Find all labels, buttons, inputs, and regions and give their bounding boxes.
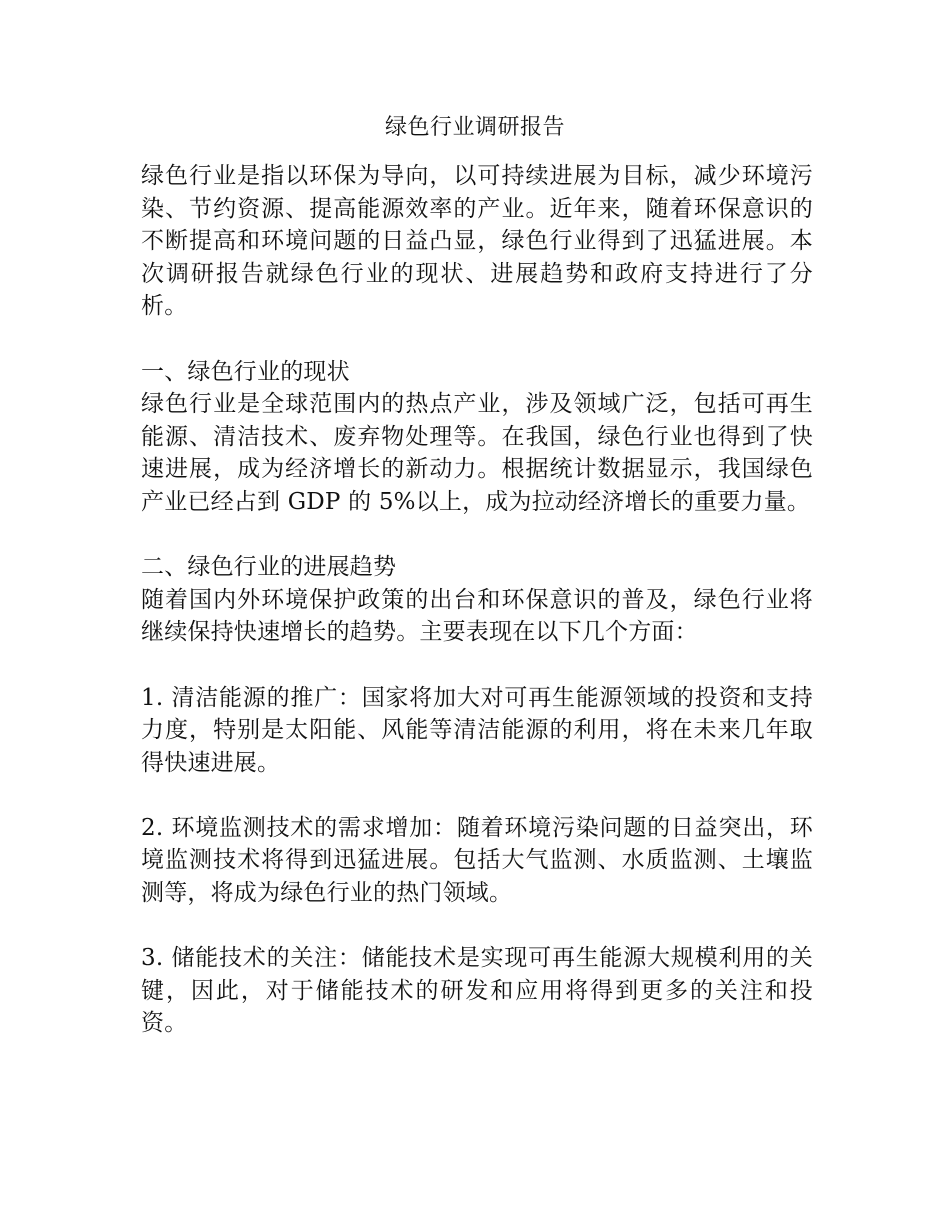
paragraph-spacer bbox=[141, 910, 813, 943]
list-item-environmental-monitoring: 2. 环境监测技术的需求增加：随着环境污染问题的日益突出，环境监测技术将得到迅猛进展。包括大气监测、水质监测、土壤监测等，将成为绿色行业的热门领域。 bbox=[141, 814, 813, 907]
list-item-clean-energy: 1. 清洁能源的推广：国家将加大对可再生能源领域的投资和支持力度，特别是太阳能、风能等清洁能源的利用，将在未来几年取得快速进展。 bbox=[141, 684, 813, 776]
document-title: 绿色行业调研报告 bbox=[384, 115, 565, 140]
document-body bbox=[141, 160, 813, 1040]
paragraph-spacer bbox=[141, 779, 813, 812]
intro-paragraph: 绿色行业是指以环保为导向，以可持续进展为目标，减少环境污染、节约资源、提高能源效率的产业。近年来，随着环保意识的不断提高和环境问题的日益凸显，绿色行业得到了迅猛进展。本次调研报告就绿色行业的现状、进展趋势和政府支持进行了分析。 bbox=[141, 163, 813, 320]
list-item-energy-storage: 3. 储能技术的关注：储能技术是实现可再生能源大规模利用的关键，因此，对于储能技术的研发和应用将得到更多的关注和投资。 bbox=[141, 945, 813, 1037]
section-2-paragraph: 随着国内外环境保护政策的出台和环保意识的普及，绿色行业将继续保持快速增长的趋势。主要表现在以下几个方面： bbox=[141, 586, 813, 646]
paragraph-spacer bbox=[141, 323, 813, 356]
section-2-heading: 二、绿色行业的进展趋势 bbox=[141, 554, 397, 581]
section-1-paragraph: 绿色行业是全球范围内的热点产业，涉及领域广泛，包括可再生能源、清洁技术、废弃物处理等。在我国，绿色行业也得到了快速进展，成为经济增长的新动力。根据统计数据显示，我国绿色产业已经占到 GDP 的 5%以上，成为拉动经济增长的重要力量。 bbox=[141, 391, 813, 515]
section-1-heading: 一、绿色行业的现状 bbox=[141, 358, 350, 385]
paragraph-spacer bbox=[141, 519, 813, 552]
paragraph-spacer bbox=[141, 649, 813, 682]
